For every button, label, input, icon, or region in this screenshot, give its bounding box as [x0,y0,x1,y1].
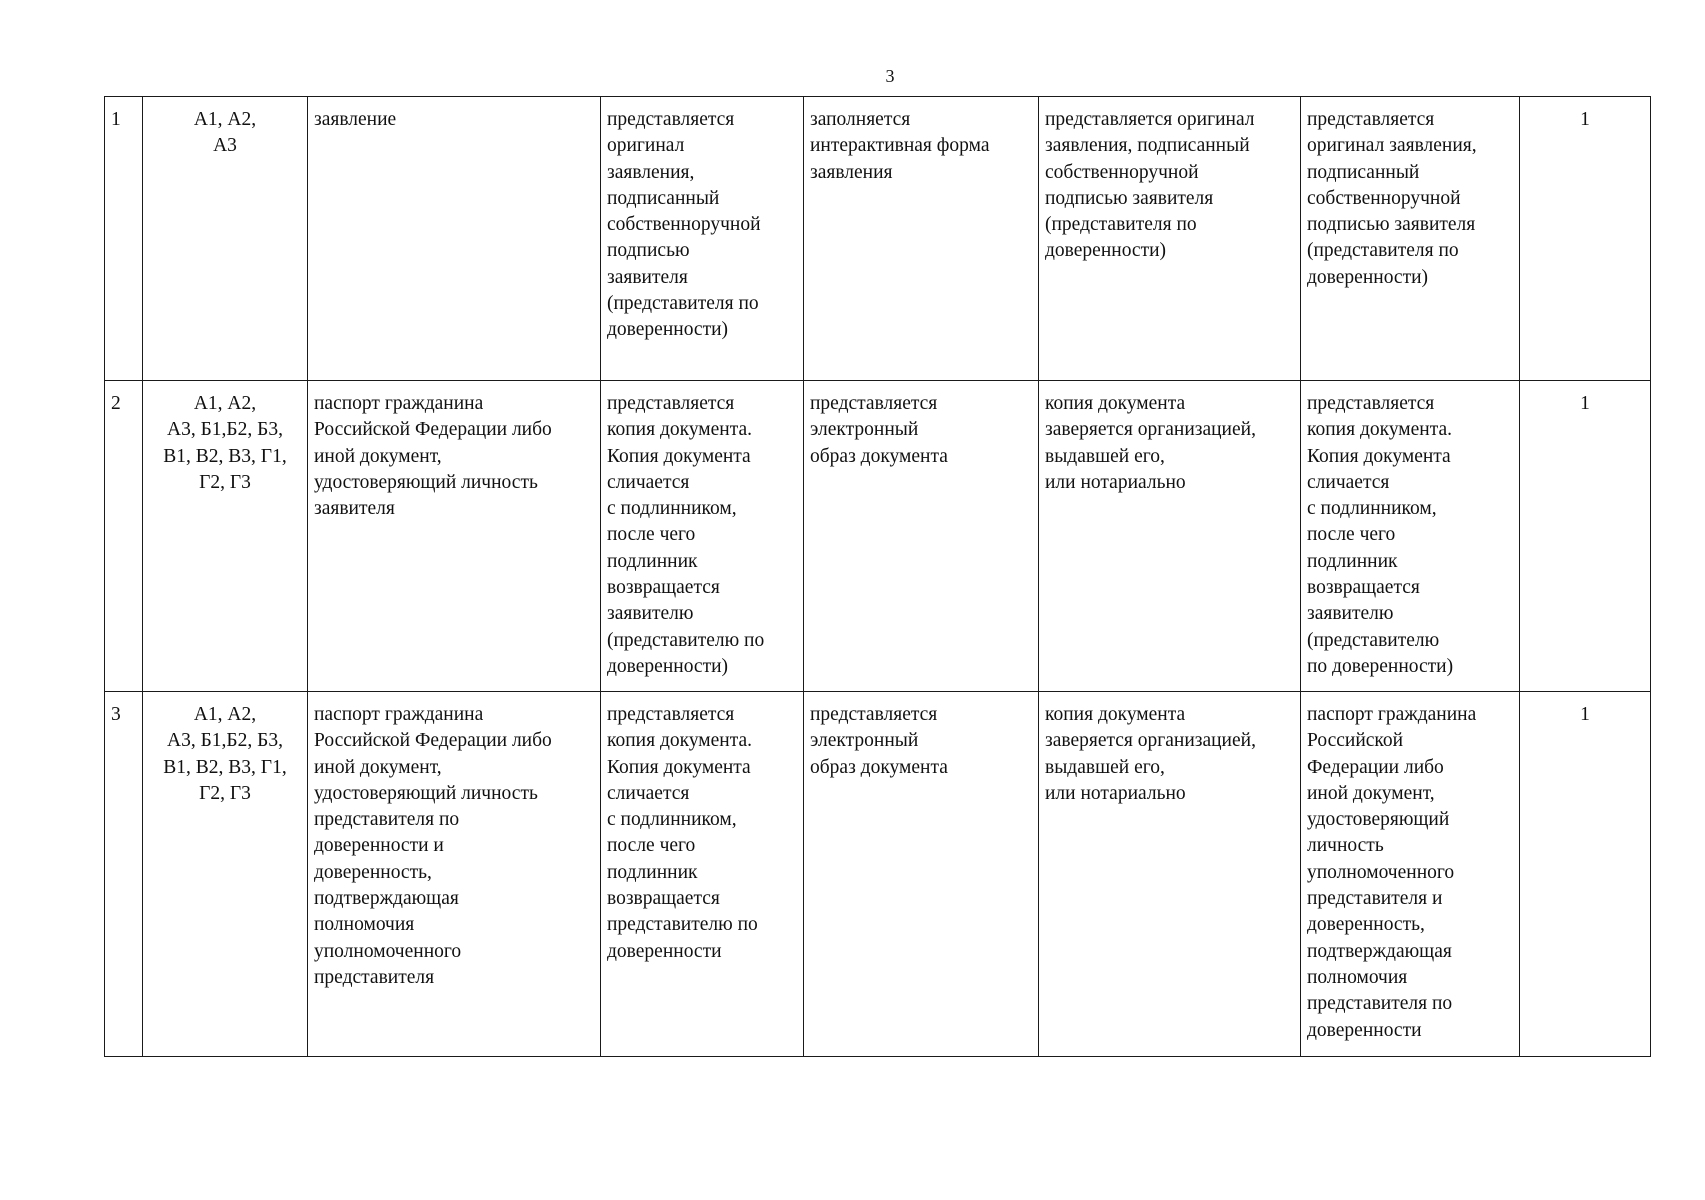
page-number: 3 [885,66,895,86]
document-name: паспорт гражданина Российской Федерации либо иной документ, удостоверяющий личность представителя по доверенности и доверенность, подтверждающая полномочия уполномоченного представителя [308,692,601,1057]
document-count: 1 [1520,381,1651,692]
applicant-category-codes: А1, А2, А3 [143,97,308,381]
row-number: 1 [105,97,143,381]
applicant-category-codes: А1, А2, А3, Б1,Б2, Б3, В1, В2, В3, Г1, Г2, Г3 [143,381,308,692]
row-number: 2 [105,381,143,692]
document-name: паспорт гражданина Российской Федерации либо иной документ, удостоверяющий личность заявителя [308,381,601,692]
document-count: 1 [1520,97,1651,381]
in-person-submission: представляется оригинал заявления, подписанный собственноручной подписью заявителя (представителя по доверенности) [601,97,804,381]
in-person-submission: представляется копия документа. Копия документа сличается с подлинником, после чего подлинник возвращается заявителю (представителю по доверенности) [601,381,804,692]
mfc-submission: паспорт гражданина Российской Федерации либо иной документ, удостоверяющий личность уполномоченного представителя и доверенность, подтверждающая полномочия представителя по доверенности [1301,692,1520,1057]
electronic-submission: заполняется интерактивная форма заявления [804,97,1039,381]
table-row [105,692,1651,1057]
mail-submission: копия документа заверяется организацией, выдавшей его, или нотариально [1039,692,1301,1057]
applicant-category-codes: А1, А2, А3, Б1,Б2, Б3, В1, В2, В3, Г1, Г2, Г3 [143,692,308,1057]
mfc-submission: представляется оригинал заявления, подписанный собственноручной подписью заявителя (представителя по доверенности) [1301,97,1520,381]
table-row [105,97,1651,381]
document-name: заявление [308,97,601,381]
mail-submission: копия документа заверяется организацией, выдавшей его, или нотариально [1039,381,1301,692]
table-row [105,381,1651,692]
electronic-submission: представляется электронный образ документа [804,381,1039,692]
row-number: 3 [105,692,143,1057]
mail-submission: представляется оригинал заявления, подписанный собственноручной подписью заявителя (представителя по доверенности) [1039,97,1301,381]
electronic-submission: представляется электронный образ документа [804,692,1039,1057]
in-person-submission: представляется копия документа. Копия документа сличается с подлинником, после чего подлинник возвращается представителю по доверенности [601,692,804,1057]
mfc-submission: представляется копия документа. Копия документа сличается с подлинником, после чего подлинник возвращается заявителю (представителю по доверенности) [1301,381,1520,692]
documents-table [104,96,1651,1057]
document-count: 1 [1520,692,1651,1057]
